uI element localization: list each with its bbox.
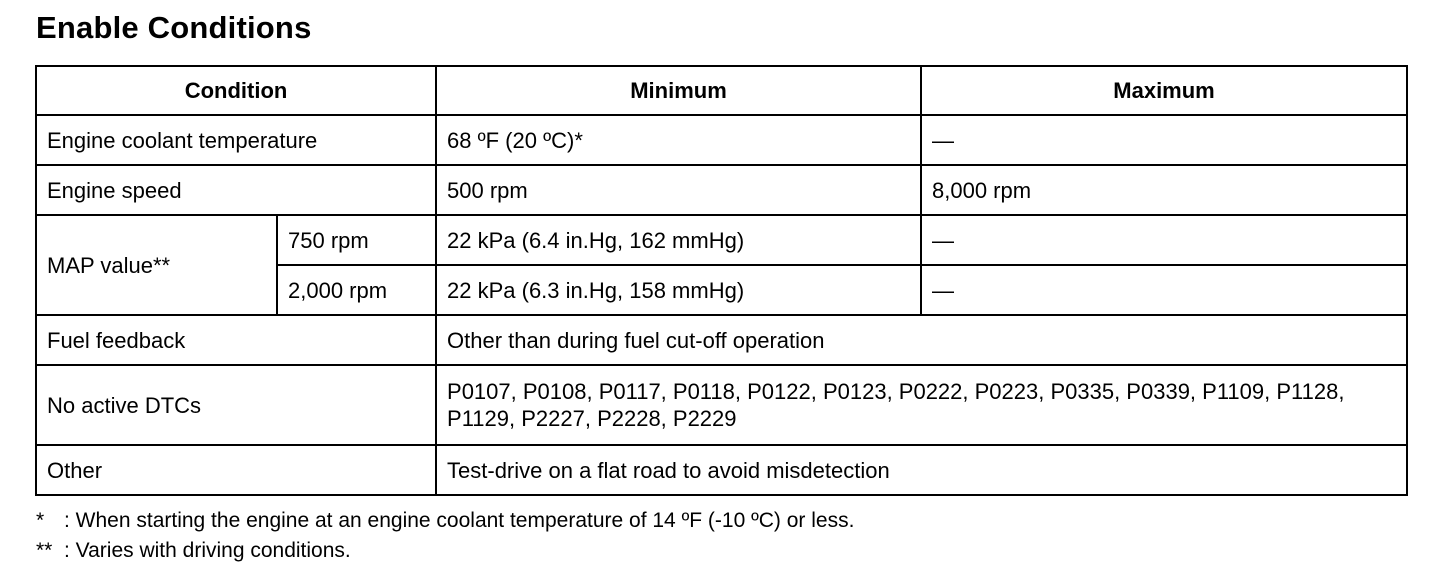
header-maximum: Maximum xyxy=(921,66,1407,115)
table-row xyxy=(36,445,1407,495)
footnote-text: : Varies with driving conditions. xyxy=(64,539,351,562)
table-row xyxy=(36,165,1407,215)
footnote-text: : When starting the engine at an engine coolant temperature of 14 ºF (-10 ºC) or less. xyxy=(64,509,855,532)
enable-conditions-table xyxy=(35,65,1408,496)
footnote-single xyxy=(36,508,854,534)
minimum-cell: 22 kPa (6.3 in.Hg, 158 mmHg) xyxy=(436,265,921,315)
table-header-row xyxy=(36,66,1407,115)
value-cell: Test-drive on a flat road to avoid misdetection xyxy=(436,445,1407,495)
header-minimum: Minimum xyxy=(436,66,921,115)
minimum-cell: 68 ºF (20 ºC)* xyxy=(436,115,921,165)
condition-cell: MAP value** xyxy=(36,215,277,315)
maximum-cell: — xyxy=(921,115,1407,165)
page-title: Enable Conditions xyxy=(36,10,312,45)
condition-cell: No active DTCs xyxy=(36,365,436,445)
table-row xyxy=(36,215,1407,265)
value-cell: Other than during fuel cut-off operation xyxy=(436,315,1407,365)
table-row xyxy=(36,365,1407,445)
minimum-cell: 500 rpm xyxy=(436,165,921,215)
condition-cell: Engine coolant temperature xyxy=(36,115,436,165)
condition-cell: Engine speed xyxy=(36,165,436,215)
header-condition: Condition xyxy=(36,66,436,115)
sub-condition-cell: 2,000 rpm xyxy=(277,265,436,315)
maximum-cell: 8,000 rpm xyxy=(921,165,1407,215)
footnote-double xyxy=(36,538,351,564)
table-row xyxy=(36,115,1407,165)
maximum-cell: — xyxy=(921,265,1407,315)
minimum-cell: 22 kPa (6.4 in.Hg, 162 mmHg) xyxy=(436,215,921,265)
condition-cell: Other xyxy=(36,445,436,495)
sub-condition-cell: 750 rpm xyxy=(277,215,436,265)
footnote-mark: * xyxy=(36,509,45,532)
condition-cell: Fuel feedback xyxy=(36,315,436,365)
footnote-mark: ** xyxy=(36,539,53,562)
maximum-cell: — xyxy=(921,215,1407,265)
value-cell: P0107, P0108, P0117, P0118, P0122, P0123, P0222, P0223, P0335, P0339, P1109, P1128, P1129, P2227, P2228, P2229 xyxy=(436,365,1407,445)
table-row xyxy=(36,315,1407,365)
